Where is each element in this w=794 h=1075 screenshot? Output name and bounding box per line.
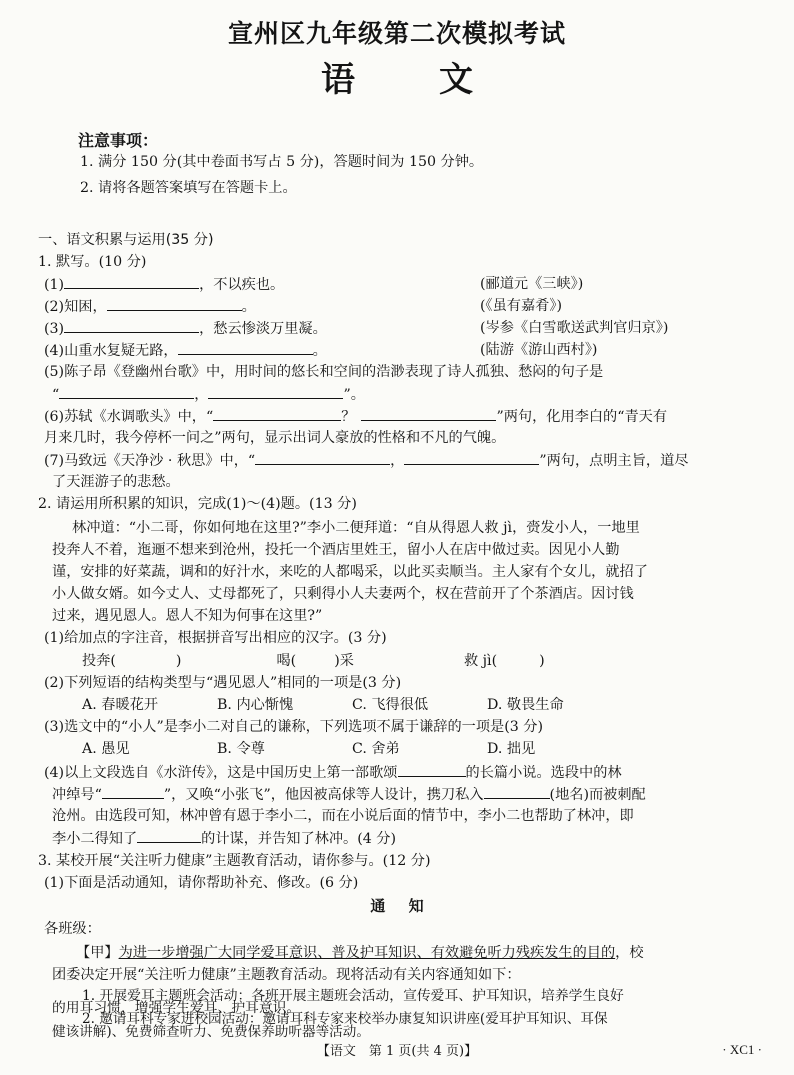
options-row <box>82 695 622 716</box>
passage-line: 林冲道：“小二哥，你如何地在这里?”李小二便拜道：“自从得恩人救 jì，赍发小人，一地里 <box>72 520 640 536</box>
question-title: 3. 某校开展“关注听力健康”主题教育活动，请你参与。(12 分) <box>38 853 431 869</box>
dictation-line: (5)陈子昂《登幽州台歌》中，用时间的悠长和空间的浩渺表现了诗人孤独、愁闷的句子是 <box>44 364 604 380</box>
dictation-line: (6)苏轼《水调歌头》中，“ ？ ”两句，化用李白的“青天有 <box>44 406 667 428</box>
answer-blank[interactable] <box>59 384 194 399</box>
subquestion-title: (1)给加点的字注音，根据拼音写出相应的汉字。(3 分) <box>44 630 387 646</box>
option-a[interactable]: A. 愚见 <box>82 741 130 757</box>
notice-paragraph: 的用耳习惯，增强学生爱耳、护耳意识。 <box>52 1000 301 1016</box>
option-d[interactable]: D. 敬畏生命 <box>487 697 564 713</box>
option-d[interactable]: D. 拙见 <box>487 741 536 757</box>
notice-paragraph: 团委决定开展“关注听力健康”主题教育活动。现将活动有关内容通知如下： <box>52 967 521 983</box>
notice-title: 通 知 <box>370 897 424 915</box>
answer-blank[interactable] <box>102 784 164 799</box>
dictation-line: 了天涯游子的悲愁。 <box>52 474 180 490</box>
source-ref: (《虽有嘉肴》) <box>480 298 562 314</box>
answer-blank[interactable] <box>178 340 313 355</box>
dictation-line: (2)知困， 。 <box>44 296 256 318</box>
exam-title: 宣州区九年级第二次模拟考试 <box>227 19 566 48</box>
subject-title: 语 文 <box>321 60 473 100</box>
question-title: 2. 请运用所积累的知识，完成(1)～(4)题。(13 分) <box>38 496 357 512</box>
answer-blank[interactable] <box>208 384 343 399</box>
source-ref: (郦道元《三峡》) <box>480 276 584 292</box>
dictation-line: (3) ，愁云惨淡万里凝。 <box>44 318 327 340</box>
page-footer: 【语文 第 1 页(共 4 页)】 <box>316 1044 478 1059</box>
answer-blank[interactable] <box>398 762 466 777</box>
answer-blank[interactable] <box>137 828 201 843</box>
passage-line: 谨，安排的好菜蔬，调和的好汁水，来吃的人都喝采，以此买卖顺当。主人家有个女儿，就招了 <box>52 564 648 580</box>
notice-item: 1. 满分 150 分(其中卷面书写占 5 分)，答题时间为 150 分钟。 <box>80 154 484 170</box>
pinyin-items: 投奔( ) 喝( )采 救 jì( ) <box>82 653 545 669</box>
answer-blank[interactable] <box>64 318 199 333</box>
passage-line: 过来，遇见恩人。恩人不知为何事在这里?” <box>52 608 323 624</box>
notice-paragraph: 【甲】为进一步增强广大同学爱耳意识、普及护耳知识、有效避免听力残疾发生的目的，校 <box>76 945 644 961</box>
passage-line: 小人做女婿。如今丈人、丈母都死了，只剩得小人夫妻两个，权在营前开了个茶酒店。因讨钱 <box>52 586 634 602</box>
subquestion-line: 沧州。由选段可知，林冲曾有恩于李小二，而在小说后面的情节中，李小二也帮助了林冲，即 <box>52 808 634 824</box>
answer-blank[interactable] <box>404 450 539 465</box>
notice-paragraph: 2. 邀请耳科专家进校园活动：邀请耳科专家来校举办康复知识讲座(爱耳护耳知识、耳保 <box>82 1011 608 1027</box>
notice-paragraph: 健该讲解)、免费筛查听力、免费保养助听器等活动。 <box>52 1024 370 1040</box>
section-heading: 一、语文积累与运用(35 分) <box>38 232 214 248</box>
notice-item: 2. 请将各题答案填写在答题卡上。 <box>80 180 297 196</box>
source-ref: (陆游《游山西村》) <box>480 342 598 358</box>
subquestion-line: 李小二得知了 的计谋，并告知了林冲。(4 分) <box>52 828 396 850</box>
notice-greeting: 各班级： <box>44 921 101 937</box>
answer-blank[interactable] <box>64 274 199 289</box>
dictation-line: “ ， ”。 <box>52 384 365 406</box>
subquestion-line: (4)以上文段选自《水浒传》，这是中国历史上第一部歌颂 的长篇小说。选段中的林 <box>44 762 622 784</box>
dictation-line: 月来几时，我今停杯一问之”两句，显示出词人豪放的性格和不凡的气魄。 <box>44 430 506 446</box>
dictation-line: (4)山重水复疑无路， 。 <box>44 340 327 362</box>
option-c[interactable]: C. 舍弟 <box>352 741 400 757</box>
answer-blank[interactable] <box>107 296 242 311</box>
answer-blank[interactable] <box>361 406 496 421</box>
dictation-line: (1) ，不以疾也。 <box>44 274 284 296</box>
notice-paragraph: 1. 开展爱耳主题班会活动：各班开展主题班会活动，宣传爱耳、护耳知识，培养学生良好 <box>82 988 624 1004</box>
subquestion-title: (1)下面是活动通知，请你帮助补充、修改。(6 分) <box>44 875 359 891</box>
question-title: 1. 默写。(10 分) <box>38 254 147 270</box>
option-b[interactable]: B. 令尊 <box>217 741 265 757</box>
answer-blank[interactable] <box>213 406 341 421</box>
paper-code: · XC1 · <box>722 1042 762 1057</box>
option-b[interactable]: B. 内心惭愧 <box>217 697 294 713</box>
source-ref: (岑参《白雪歌送武判官归京》) <box>480 320 669 336</box>
subquestion-title: (3)选文中的“小人”是李小二对自己的谦称，下列选项不属于谦辞的一项是(3 分) <box>44 719 544 735</box>
dictation-line: (7)马致远《天净沙 · 秋思》中，“ ， ”两句，点明主旨，道尽 <box>44 450 688 472</box>
option-a[interactable]: A. 春暖花开 <box>82 697 159 713</box>
option-c[interactable]: C. 飞得很低 <box>352 697 429 713</box>
notice-heading: 注意事项： <box>78 131 159 150</box>
subquestion-title: (2)下列短语的结构类型与“遇见恩人”相同的一项是(3 分) <box>44 675 402 691</box>
passage-line: 投奔人不着，迤逦不想来到沧州，投托一个酒店里姓王，留小人在店中做过卖。因见小人勤 <box>52 542 620 558</box>
subquestion-line: 冲绰号“ ”，又唤“小张飞”，他因被高俅等人设计，携刀私入 (地名)而被刺配 <box>52 784 646 806</box>
answer-blank[interactable] <box>255 450 390 465</box>
options-row <box>82 739 622 760</box>
answer-blank[interactable] <box>484 784 550 799</box>
